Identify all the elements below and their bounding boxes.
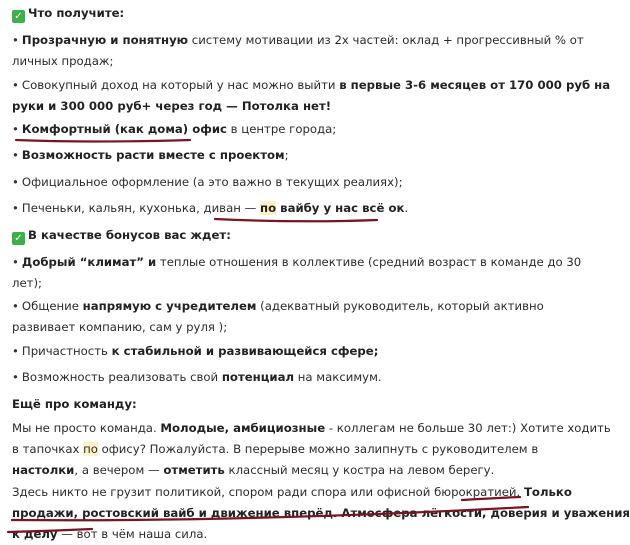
section-heading-bonuses: ✓ В качестве бонусов вас ждет: bbox=[12, 225, 527, 246]
list-item: • Добрый “климат” и теплые отношения в коллективе (средний возраст в команде до 30 лет); bbox=[12, 255, 582, 290]
underline-vibe bbox=[215, 219, 377, 221]
paragraph-team: Мы не просто команда. Молодые, амбициозные - коллегам не больше 30 лет:) Хотите ходить в тапочках по офису? Пожалуйста. В перерыве можно залипнуть с руководителем в настолки, а вечером — отметить классный месяц у костра на левом берегу. bbox=[12, 421, 611, 477]
list-item: • Возможность реализовать свой потенциал на максимум. bbox=[12, 370, 382, 384]
section-heading-team: Ещё про команду: bbox=[12, 397, 137, 411]
list-item: • Прозрачную и понятную систему мотивации из 2х частей: оклад + прогрессивный % от личных продаж; bbox=[12, 33, 584, 68]
list-item: • Совокупный доход на который у нас можно выйти в первые 3-6 месяцев от 170 000 руб на руки и 300 000 руб+ через год — Потолка нет! bbox=[12, 78, 611, 113]
list-item: • Официальное оформление (а это важно в текущих реалиях); bbox=[12, 175, 403, 189]
paragraph-atmosphere: Здесь никто не грузит политикой, спором ради спора или офисной бюрократией. Только продажи, ростовский вайб и движение вперёд. Атмосфера лёгкости, доверия и уважения к делу — вот в чём наша сила. bbox=[12, 485, 630, 541]
list-item: • Общение напрямую с учредителем (адекватный руководитель, который активно развивает компанию, сам у руля ); bbox=[12, 299, 544, 334]
list-item: • Комфортный (как дома) офис в центре города; bbox=[12, 122, 337, 136]
check-mark-icon: ✓ bbox=[12, 232, 25, 245]
list-item: • Печеньки, кальян, кухонька, диван — по вайбу у нас всё ок. bbox=[12, 201, 409, 215]
underline-office bbox=[16, 140, 190, 142]
check-mark-icon: ✓ bbox=[12, 10, 25, 23]
section-heading-benefits: ✓ Что получите: bbox=[12, 3, 527, 24]
list-item: • Причастность к стабильной и развивающейся сфере; bbox=[12, 344, 379, 358]
list-item: • Возможность расти вместе с проектом; bbox=[12, 148, 289, 162]
